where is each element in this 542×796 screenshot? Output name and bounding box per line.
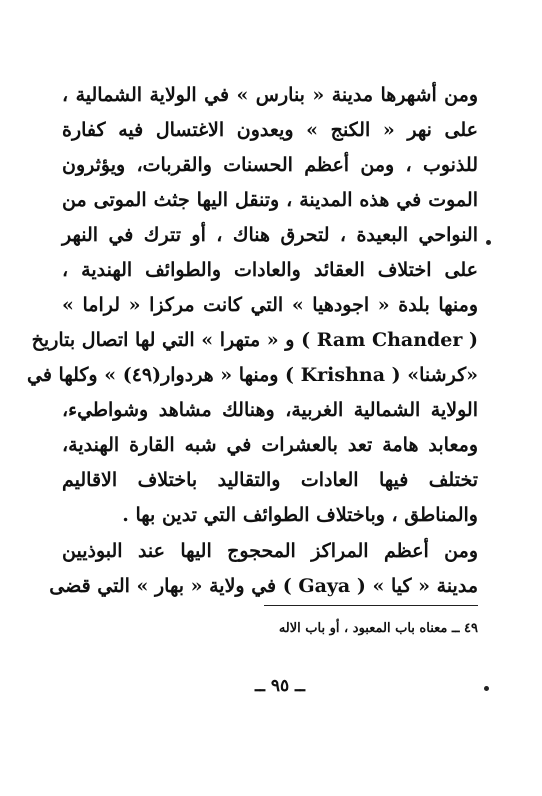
footnote: ٤٩ ــ معناه باب المعبود ، أو باب الاله (278, 621, 478, 636)
text-line: للذنوب ، ومن أعظم الحسنات والقربات، ويؤثرون (62, 154, 478, 176)
text-line: مدينة « كيا » ( Gaya ) في ولاية « بهار » التي قضى (49, 575, 478, 597)
text-line: النواحي البعيدة ، لتحرق هناك ، أو تترك في النهر (62, 224, 478, 246)
page-number: ــ ٩٥ ــ (254, 676, 306, 696)
text-line: ( Ram Chander ) و « متهرا » التي لها اتصال بتاريخ (31, 329, 478, 351)
text-line: ومن أشهرها مدينة « بنارس » في الولاية الشمالية ، (62, 84, 478, 106)
ink-dot (484, 686, 489, 691)
main-paragraph (27, 78, 478, 533)
text-line: على اختلاف العقائد والعادات والطوائف الهندية ، (62, 259, 478, 281)
second-paragraph (49, 534, 478, 604)
footnote-divider (264, 605, 478, 606)
text-line: الولاية الشمالية الغربية، وهنالك مشاهد وشواطيء، (62, 399, 478, 421)
text-line: على نهر « الكنج » ويعدون الاغتسال فيه كفارة (62, 119, 478, 141)
text-line: والمناطق ، وباختلاف الطوائف التي تدين بها . (122, 504, 478, 526)
text-line: ومعابد هامة تعد بالعشرات في شبه القارة الهندية، (62, 434, 478, 456)
text-line: تختلف فيها العادات والتقاليد باختلاف الاقاليم (62, 469, 478, 491)
text-line: الموت في هذه المدينة ، وتنقل اليها جثث الموتى من (62, 189, 478, 211)
text-line: «كرشنا» ( Krishna ) ومنها « هردوار(٤٩) » وكلها في (27, 364, 478, 386)
text-line: ومن أعظم المراكز المحجوج اليها عند البوذيين (62, 540, 478, 562)
ink-dot (486, 240, 491, 245)
text-line: ومنها بلدة « اجودهيا » التي كانت مركزا « لراما » (62, 294, 478, 316)
